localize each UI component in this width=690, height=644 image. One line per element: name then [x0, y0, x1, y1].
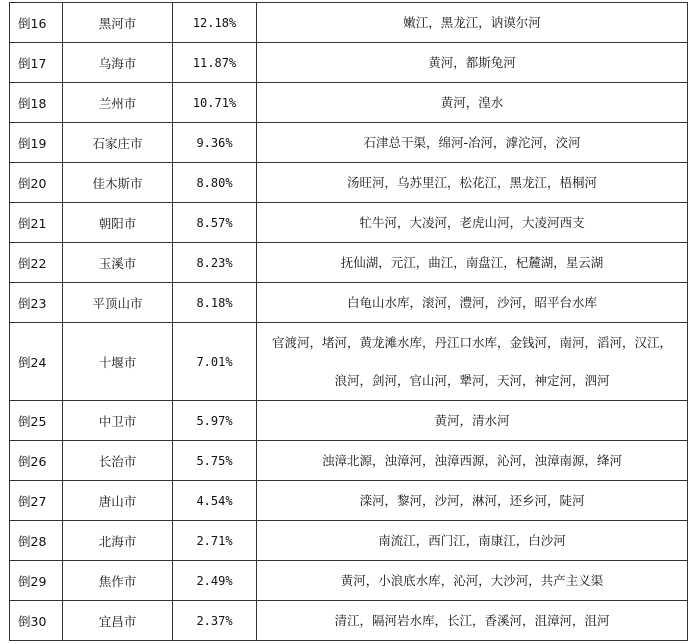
table-row	[10, 521, 688, 561]
rank-cell: 倒28	[10, 521, 63, 561]
rivers-cell: 官渡河，堵河，黄龙滩水库，丹江口水库，金钱河，南河，滔河，汉江，浪河，剑河，官山河，犟河，天河，神定河，泗河	[257, 323, 688, 401]
rivers-cell: 牤牛河，大凌河，老虎山河，大凌河西支	[257, 203, 688, 243]
city-cell: 宜昌市	[63, 601, 173, 641]
table-row	[10, 441, 688, 481]
city-cell: 黑河市	[63, 3, 173, 43]
percent-cell: 2.71%	[173, 521, 257, 561]
rank-cell: 倒19	[10, 123, 63, 163]
rank-cell: 倒17	[10, 43, 63, 83]
rivers-cell: 黄河，湟水	[257, 83, 688, 123]
rivers-cell: 南流江，西门江，南康江，白沙河	[257, 521, 688, 561]
table-row	[10, 203, 688, 243]
percent-cell: 7.01%	[173, 323, 257, 401]
rank-cell: 倒16	[10, 3, 63, 43]
rank-cell: 倒25	[10, 401, 63, 441]
table-row	[10, 561, 688, 601]
city-cell: 石家庄市	[63, 123, 173, 163]
percent-cell: 2.49%	[173, 561, 257, 601]
table-row	[10, 123, 688, 163]
rank-cell: 倒23	[10, 283, 63, 323]
percent-cell: 8.18%	[173, 283, 257, 323]
rivers-cell: 清江，隔河岩水库，长江，香溪河，沮漳河，沮河	[257, 601, 688, 641]
city-cell: 平顶山市	[63, 283, 173, 323]
rivers-cell: 嫩江，黑龙江，讷谟尔河	[257, 3, 688, 43]
city-cell: 中卫市	[63, 401, 173, 441]
city-cell: 朝阳市	[63, 203, 173, 243]
city-cell: 玉溪市	[63, 243, 173, 283]
table-row	[10, 83, 688, 123]
rank-cell: 倒24	[10, 323, 63, 401]
rivers-cell: 石津总干渠，绵河-冶河，滹沱河，洨河	[257, 123, 688, 163]
rank-cell: 倒18	[10, 83, 63, 123]
city-cell: 北海市	[63, 521, 173, 561]
rank-cell: 倒30	[10, 601, 63, 641]
rank-cell: 倒27	[10, 481, 63, 521]
rivers-cell: 汤旺河，乌苏里江，松花江，黑龙江，梧桐河	[257, 163, 688, 203]
city-cell: 十堰市	[63, 323, 173, 401]
table-row	[10, 401, 688, 441]
percent-cell: 4.54%	[173, 481, 257, 521]
rivers-cell: 滦河，黎河，沙河，淋河，还乡河，陡河	[257, 481, 688, 521]
percent-cell: 2.37%	[173, 601, 257, 641]
rivers-cell: 黄河，都斯兔河	[257, 43, 688, 83]
table-row	[10, 283, 688, 323]
ranking-table	[9, 2, 688, 641]
table-body	[10, 3, 688, 641]
table-row	[10, 43, 688, 83]
table-row	[10, 481, 688, 521]
rank-cell: 倒29	[10, 561, 63, 601]
city-cell: 乌海市	[63, 43, 173, 83]
table-row	[10, 243, 688, 283]
percent-cell: 8.23%	[173, 243, 257, 283]
percent-cell: 5.75%	[173, 441, 257, 481]
percent-cell: 5.97%	[173, 401, 257, 441]
city-cell: 焦作市	[63, 561, 173, 601]
city-cell: 佳木斯市	[63, 163, 173, 203]
rivers-cell: 浊漳北源，浊漳河，浊漳西源，沁河，浊漳南源，绛河	[257, 441, 688, 481]
city-cell: 兰州市	[63, 83, 173, 123]
table-row	[10, 323, 688, 401]
rank-cell: 倒26	[10, 441, 63, 481]
percent-cell: 12.18%	[173, 3, 257, 43]
rank-cell: 倒20	[10, 163, 63, 203]
city-cell: 唐山市	[63, 481, 173, 521]
table-row	[10, 601, 688, 641]
rivers-cell: 白龟山水库，滚河，澧河，沙河，昭平台水库	[257, 283, 688, 323]
rank-cell: 倒22	[10, 243, 63, 283]
rank-cell: 倒21	[10, 203, 63, 243]
rivers-cell: 黄河，小浪底水库，沁河，大沙河，共产主义渠	[257, 561, 688, 601]
percent-cell: 11.87%	[173, 43, 257, 83]
city-cell: 长治市	[63, 441, 173, 481]
table-row	[10, 163, 688, 203]
percent-cell: 8.80%	[173, 163, 257, 203]
percent-cell: 8.57%	[173, 203, 257, 243]
rivers-cell: 黄河，清水河	[257, 401, 688, 441]
percent-cell: 9.36%	[173, 123, 257, 163]
rivers-cell: 抚仙湖，元江，曲江，南盘江，杞麓湖，星云湖	[257, 243, 688, 283]
percent-cell: 10.71%	[173, 83, 257, 123]
table-row	[10, 3, 688, 43]
